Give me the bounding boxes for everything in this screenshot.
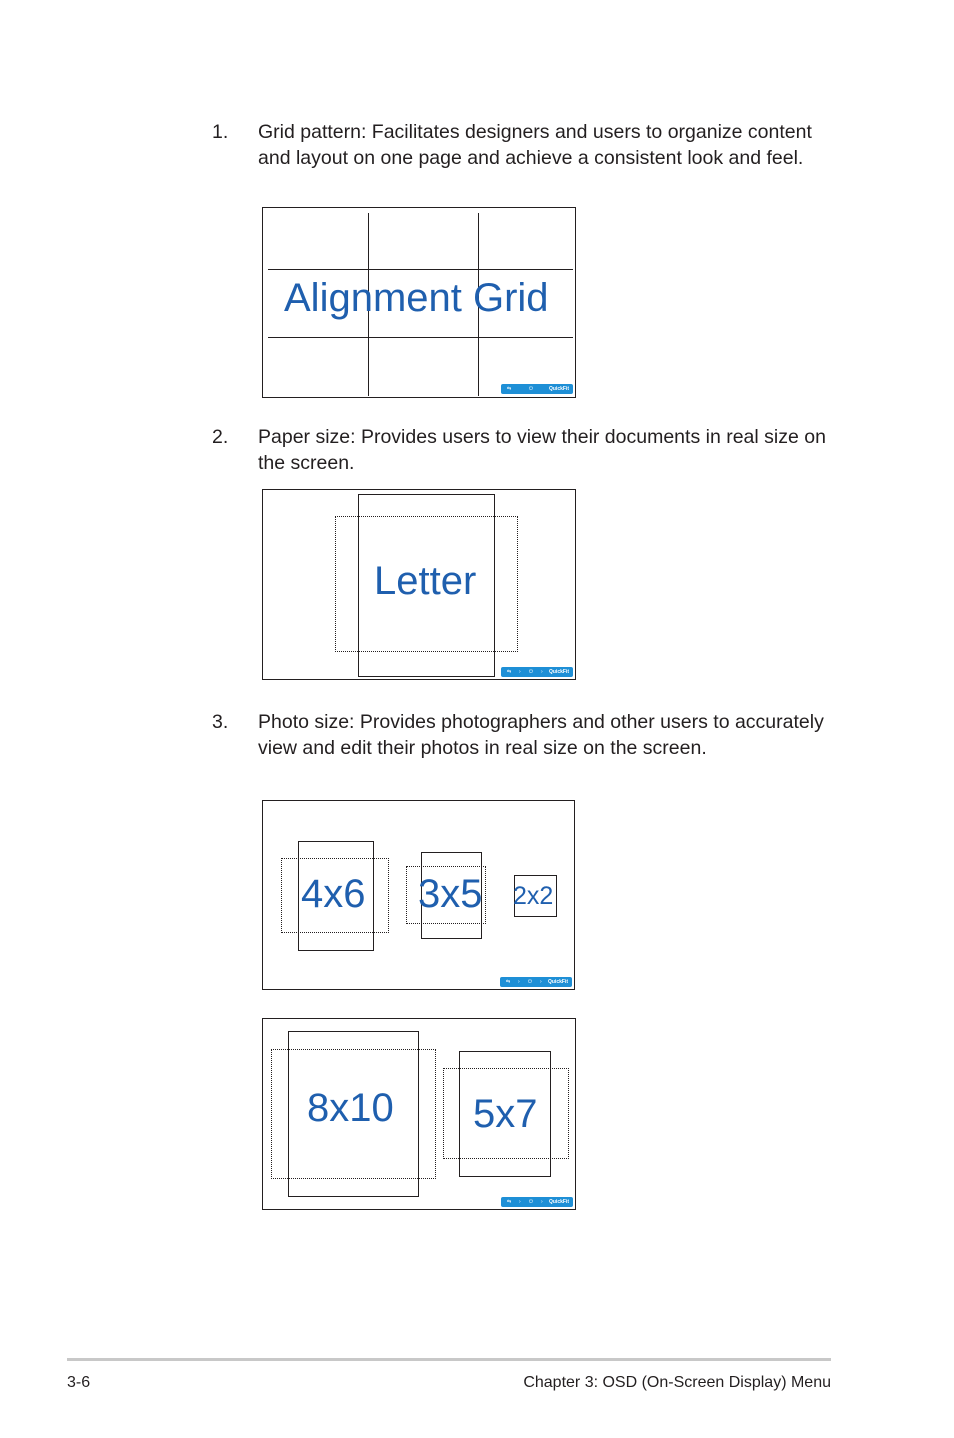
photo-3x5-label: 3x5 (418, 872, 483, 916)
list-number: 2. (212, 426, 229, 448)
arrow-icon: › (541, 1199, 543, 1205)
power-icon: ⏻ (529, 386, 533, 392)
osd-bar-label: QuickFit (548, 669, 569, 675)
osd-quickfit-bar (501, 384, 573, 394)
osd-quickfit-bar (501, 667, 573, 677)
arrow-icon: › (518, 979, 520, 985)
footer-divider (67, 1358, 831, 1361)
power-icon: ⏻ (529, 669, 533, 675)
letter-screen (262, 489, 576, 680)
grid-line (268, 269, 573, 270)
list-text: Photo size: Provides photographers and other users to accurately view and edit their photos in real size on the screen. (258, 711, 824, 759)
osd-bar-label: QuickFit (548, 386, 569, 392)
photo-5x7-label: 5x7 (473, 1092, 538, 1136)
arrow-icon: › (540, 979, 542, 985)
list-number: 3. (212, 711, 229, 733)
alignment-grid-label: Alignment Grid (284, 276, 549, 320)
chapter-title: Chapter 3: OSD (On-Screen Display) Menu (523, 1374, 831, 1391)
photo-2x2-label: 2x2 (513, 882, 554, 910)
osd-quickfit-bar (501, 1197, 573, 1207)
input-icon: ⇆ (507, 1199, 512, 1205)
alignment-grid-screen (262, 207, 576, 398)
photo-4x6-label: 4x6 (301, 872, 366, 916)
letter-label: Letter (374, 559, 477, 603)
power-icon: ⏻ (529, 1199, 533, 1205)
arrow-icon: › (519, 1199, 521, 1205)
grid-line (268, 337, 573, 338)
osd-quickfit-bar (500, 977, 572, 987)
osd-bar-label: QuickFit (548, 1199, 569, 1205)
page-number: 3-6 (67, 1374, 91, 1391)
arrow-icon: › (541, 669, 543, 675)
list-text: Grid pattern: Facilitates designers and users to organize content and layout on one page and achieve a consistent look and feel. (258, 121, 812, 169)
power-icon: ⏻ (528, 979, 532, 985)
osd-bar-label: QuickFit (547, 979, 568, 985)
arrow-icon: › (519, 669, 521, 675)
photo-size-screen-small (262, 800, 575, 990)
input-icon: ⇆ (507, 386, 512, 392)
input-icon: ⇆ (506, 979, 511, 985)
list-text: Paper size: Provides users to view their documents in real size on the screen. (258, 426, 826, 474)
photo-8x10-label: 8x10 (307, 1086, 394, 1130)
list-number: 1. (212, 121, 229, 143)
photo-size-screen-large (262, 1018, 576, 1210)
input-icon: ⇆ (507, 669, 512, 675)
